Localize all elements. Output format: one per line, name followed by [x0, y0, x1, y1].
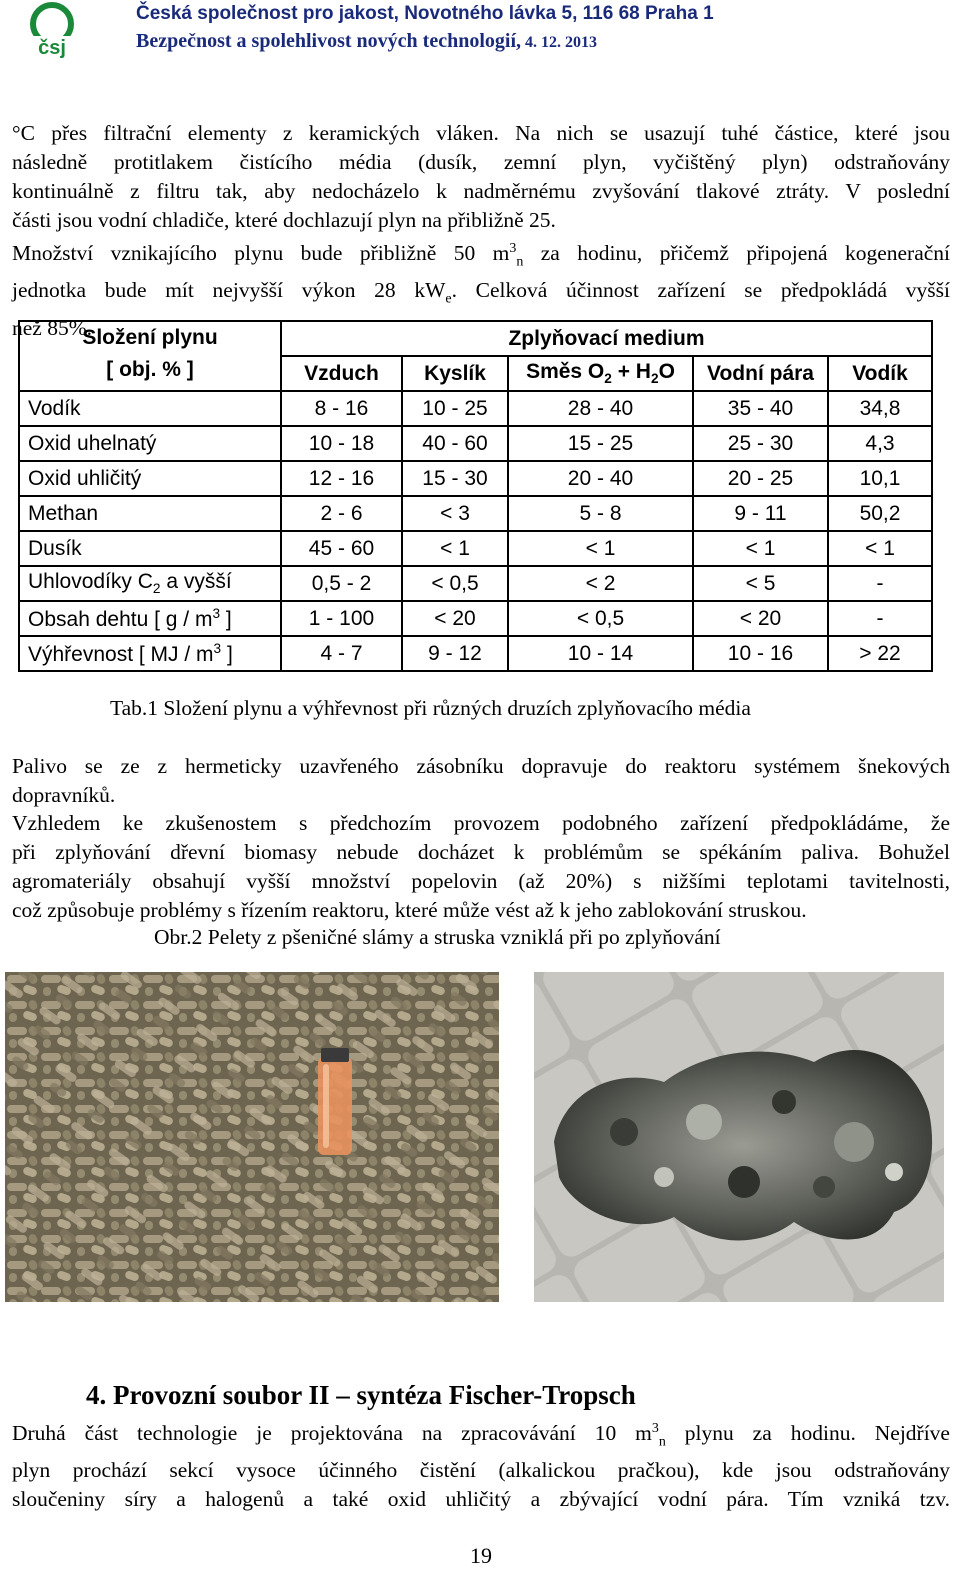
csj-logo: [22, 2, 82, 58]
text-line: °C přes filtrační elementy z keramických vláken. Na nich se usazují tuhé částice, které jsou: [12, 121, 950, 145]
table-cell: < 3: [402, 496, 508, 531]
text-fragment: a vyšší: [160, 570, 232, 594]
text-fragment: Výhřevnost [ MJ / m: [28, 642, 214, 666]
text-line: [12, 234, 950, 276]
header-conference-title: Bezpečnost a spolehlivost nových technologií,: [136, 30, 522, 52]
superscript: 3: [509, 241, 517, 256]
table-cell: < 20: [693, 601, 828, 636]
table-cell: 35 - 40: [693, 391, 828, 426]
table-cell: 15 - 25: [508, 426, 693, 461]
table-cell: -: [828, 566, 932, 601]
table-cell: < 2: [508, 566, 693, 601]
table-cell: 10,1: [828, 461, 932, 496]
table-row: [19, 461, 932, 496]
photo-slag: [534, 972, 944, 1302]
text-fragment: Směs O: [526, 360, 605, 384]
table-row: [19, 496, 932, 531]
table-cell: < 20: [402, 601, 508, 636]
table-row: [19, 391, 932, 426]
header-conference-date: 4. 12. 2013: [521, 34, 598, 51]
text-fragment: ]: [220, 607, 232, 631]
row-label: Dusík: [19, 531, 281, 566]
text-fragment: O: [658, 360, 675, 384]
table-cell: 50,2: [828, 496, 932, 531]
photo-wheat-straw-pellets: [5, 972, 499, 1302]
row-label: Oxid uhličitý: [19, 461, 281, 496]
text-line: při zplyňování dřevní biomasy nebude docházet k problémům se spékáním paliva. Bohužel: [12, 840, 950, 864]
figure-caption: Obr.2 Pelety z pšeničné slámy a struska vzniklá při po zplyňování: [154, 925, 721, 949]
table-cell: 10 - 16: [693, 636, 828, 671]
table-cell: 1 - 100: [281, 601, 402, 636]
text-fragment: . Celková účinnost zařízení se předpokládá vyšší: [451, 278, 950, 303]
table-row: [19, 636, 932, 671]
table-cell: 40 - 60: [402, 426, 508, 461]
table-cell: 34,8: [828, 391, 932, 426]
table-cell: 28 - 40: [508, 391, 693, 426]
text-fragment: Druhá část technologie je projektována na zpracovávání 10 m: [12, 1421, 652, 1446]
lighter-icon: [318, 1048, 352, 1155]
paragraph-filtration: [12, 119, 950, 235]
table-caption: Tab.1 Složení plynu a výhřevnost při různých druzích zplyňovacího média: [110, 696, 751, 720]
table-cell: < 0,5: [508, 601, 693, 636]
text-fragment: za hodinu, přičemž připojená kogenerační: [523, 241, 951, 266]
text-fragment: jednotka bude mít nejvyšší výkon 28 kW: [12, 278, 446, 303]
column-header-air: Vzduch: [281, 356, 402, 391]
text-line: plyn prochází sekcí vysoce účinného čistění (alkalickou pračkou), kde jsou odstraňovány: [12, 1458, 950, 1483]
text-line: kontinuálně z filtru tak, aby nedocházelo k nadměrnému zvyšování tlakové ztráty. V poslední: [12, 179, 950, 203]
corner-unit: [ obj. % ]: [106, 358, 194, 381]
corner-label: Složení plynu: [82, 326, 218, 349]
text-fragment: + H: [611, 360, 651, 384]
table-cell: 25 - 30: [693, 426, 828, 461]
table-cell: 20 - 25: [693, 461, 828, 496]
table-cell: < 1: [693, 531, 828, 566]
table-cell: 10 - 14: [508, 636, 693, 671]
subscript: n: [658, 1434, 666, 1450]
logo-text: čsj: [38, 37, 66, 58]
row-label: [19, 566, 281, 601]
table-cell: < 5: [693, 566, 828, 601]
text-line: [12, 276, 950, 313]
page-number: 19: [470, 1543, 492, 1568]
paragraph-experience: [12, 809, 950, 925]
group-header: Zplyňovací medium: [281, 321, 932, 356]
text-fragment: plynu za hodinu. Nejdříve: [665, 1421, 950, 1446]
table-cell: 9 - 11: [693, 496, 828, 531]
text-line: [12, 1414, 950, 1456]
table-cell: 9 - 12: [402, 636, 508, 671]
table-cell: 10 - 18: [281, 426, 402, 461]
table-cell: -: [828, 601, 932, 636]
subscript: 2: [152, 581, 161, 597]
row-label: Vodík: [19, 391, 281, 426]
text-line: než 85%.: [12, 315, 92, 340]
table-cell: 20 - 40: [508, 461, 693, 496]
row-label: Methan: [19, 496, 281, 531]
table-cell: 0,5 - 2: [281, 566, 402, 601]
column-header-hydrogen: Vodík: [828, 356, 932, 391]
table-cell: < 0,5: [402, 566, 508, 601]
row-label: [19, 636, 281, 671]
table-cell: 12 - 16: [281, 461, 402, 496]
table-row: [19, 531, 932, 566]
table-cell: < 1: [828, 531, 932, 566]
column-header-mixture: [508, 356, 693, 391]
table-cell: 15 - 30: [402, 461, 508, 496]
text-fragment: ]: [221, 642, 233, 666]
subscript: 2: [650, 371, 659, 387]
row-label: [19, 601, 281, 636]
subscript: 2: [604, 371, 612, 387]
table-corner-header: [19, 321, 281, 391]
table-cell: 2 - 6: [281, 496, 402, 531]
superscript: 3: [213, 640, 222, 656]
header-conference: [136, 30, 597, 53]
gas-composition-table: [18, 320, 933, 672]
text-fragment: Množství vznikajícího plynu bude přibližně 50 m: [12, 241, 510, 266]
table-cell: 4,3: [828, 426, 932, 461]
text-line: následně protitlakem čistícího média (dusík, zemní plyn, vyčištěný plyn) odstraňovány: [12, 150, 950, 174]
text-line: sloučeniny síry a halogenů a také oxid uhličitý a zbývající vodní pára. Tím vzniká tzv.: [12, 1487, 950, 1512]
text-line: Vzhledem ke zkušenostem s předchozím provozem podobného zařízení předpokládáme, že: [12, 811, 950, 835]
table-cell: < 1: [402, 531, 508, 566]
table-row: [19, 601, 932, 636]
text-line: agromateriály obsahují vyšší množství popelovin (až 20%) s nižšími teplotami tavitelnosti,: [12, 869, 950, 893]
subscript: e: [445, 291, 452, 307]
paragraph-section-4: [12, 1414, 950, 1514]
section-heading: 4. Provozní soubor II – syntéza Fischer-Tropsch: [86, 1380, 636, 1410]
text-line: což způsobuje problémy s řízením reaktoru, které může vést až k jeho zablokování struskou.: [12, 898, 807, 922]
text-fragment: Uhlovodíky C: [28, 570, 153, 594]
table-cell: < 1: [508, 531, 693, 566]
header-organization: Česká společnost pro jakost, Novotného lávka 5, 116 68 Praha 1: [136, 3, 714, 24]
table-cell: 45 - 60: [281, 531, 402, 566]
table-cell: 5 - 8: [508, 496, 693, 531]
text-line: Palivo se ze z hermeticky uzavřeného zásobníku dopravuje do reaktoru systémem šnekových: [12, 754, 950, 778]
table-cell: 4 - 7: [281, 636, 402, 671]
table-cell: 10 - 25: [402, 391, 508, 426]
column-header-steam: Vodní pára: [693, 356, 828, 391]
superscript: 3: [212, 605, 221, 621]
table-cell: 8 - 16: [281, 391, 402, 426]
text-line: dopravníků.: [12, 783, 116, 807]
row-label: Oxid uhelnatý: [19, 426, 281, 461]
superscript: 3: [651, 1421, 659, 1436]
column-header-oxygen: Kyslík: [402, 356, 508, 391]
text-line: části jsou vodní chladiče, které dochlazují plyn na přibližně 25.: [12, 208, 556, 232]
table-row: [19, 566, 932, 601]
paragraph-fuel-feed: [12, 752, 950, 810]
subscript: n: [516, 254, 524, 270]
table-row: [19, 426, 932, 461]
table-header-row: [19, 321, 932, 356]
text-fragment: Obsah dehtu [ g / m: [28, 607, 213, 631]
table-cell: > 22: [828, 636, 932, 671]
